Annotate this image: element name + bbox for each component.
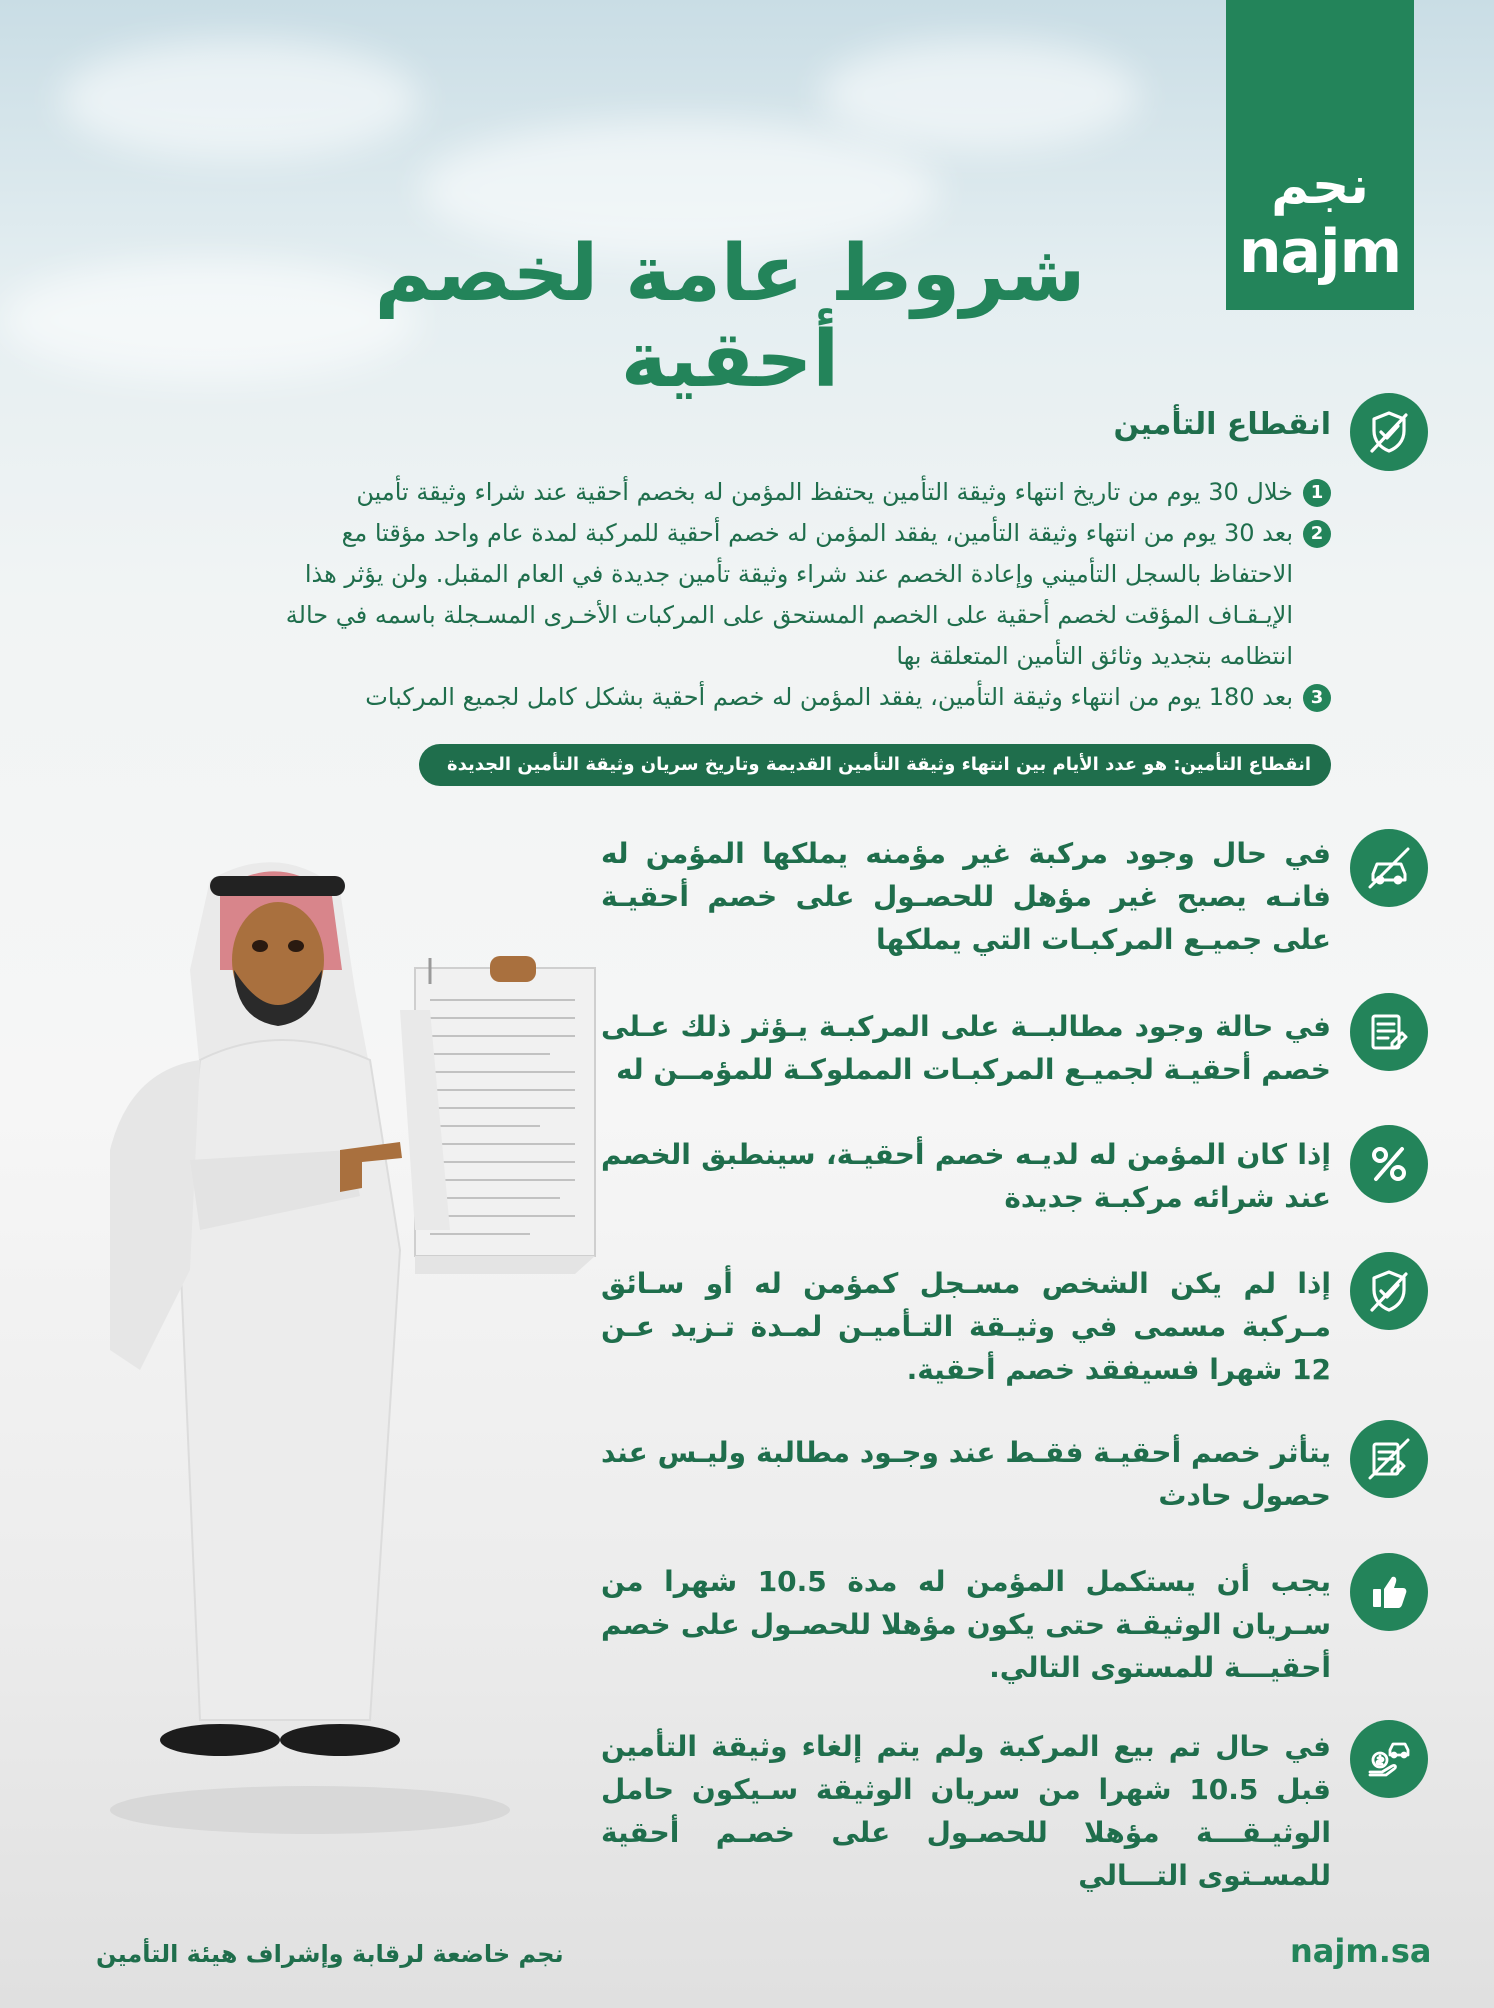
condition-text: يجب أن يستكمل المؤمن له مدة 10.5 شهرا من سـريان الوثيقـة حتى يكون مؤهلا للحصـول على خصم أحقيـــة للمستوى التالي. (601, 1565, 1331, 1684)
condition-text: يتأثر خصم أحقيـة فقـط عند وجـود مطالبة وليـس عند حصول حادث (601, 1436, 1331, 1512)
condition-text: في حال وجود مركبة غير مؤمنه يملكها المؤمن له فانـه يصبح غير مؤهل للحصـول على خصم أحقيـة على جميـع المركبـات التي يملكها (601, 837, 1331, 956)
condition-text: إذا كان المؤمن له لديـه خصم أحقيـة، سينطبق الخصم عند شرائه مركبـة جديدة (601, 1138, 1331, 1214)
list-item-text: بعد 180 يوم من انتهاء وثيقة التأمين، يفقد المؤمن له خصم أحقية بشكل كامل لجميع المركبات (365, 683, 1293, 711)
condition-text: في حالة وجود مطالبــة على المركبـة يـؤثر ذلك عـلى خصم أحقيـة لجميـع المركبـات المملوكـة للمؤمــن له (601, 1010, 1331, 1086)
supervision-note: نجم خاضعة لرقابة وإشراف هيئة التأمين (96, 1940, 564, 1968)
website-link[interactable]: najm.sa (1290, 1932, 1432, 1970)
no-shield-icon (1350, 393, 1428, 471)
najm-logo (1226, 0, 1414, 310)
number-badge: 1 (1303, 479, 1331, 507)
list-item (271, 677, 1331, 718)
no-car-icon (1350, 829, 1428, 907)
no-claim-icon (1350, 1420, 1428, 1498)
page-title: شروط عامة لخصم أحقية (374, 229, 1086, 405)
condition-text: في حال تم بيع المركبة ولم يتم إلغاء وثيقة التأمين قبل 10.5 شهرا من سريان الوثيقة سـيكون حامل الوثيـقـــة مؤهلا للحصـول على خصـم أحقية للمسـتوى التـــالي (601, 1730, 1331, 1892)
logo-latin: najm (1238, 217, 1402, 287)
list-item (271, 472, 1331, 513)
section-heading: انقطاع التأمين (1113, 407, 1331, 442)
interruption-list (271, 472, 1331, 718)
number-badge: 2 (1303, 520, 1331, 548)
number-badge: 3 (1303, 684, 1331, 712)
car-sale-icon (1350, 1720, 1428, 1798)
cloud (820, 40, 1140, 150)
cloud (60, 40, 420, 160)
claim-document-icon (1350, 993, 1428, 1071)
logo-arabic: نجم (1271, 156, 1369, 216)
no-shield-icon (1350, 1252, 1428, 1330)
list-item (271, 513, 1331, 677)
percent-icon (1350, 1125, 1428, 1203)
definition-note: انقطاع التأمين: هو عدد الأيام بين انتهاء وثيقة التأمين القديمة وتاريخ سريان وثيقة التأمين الجديدة (419, 744, 1331, 786)
condition-text: إذا لم يكن الشخص مسـجل كمؤمن له أو سـائق مـركبة مسمى في وثيـقة التـأميـن لمـدة تـزيد عـن 12 شهرا فسيفقد خصم أحقية. (601, 1267, 1331, 1386)
man-illustration (70, 850, 610, 1850)
list-item-text: خلال 30 يوم من تاريخ انتهاء وثيقة التأمين يحتفظ المؤمن له بخصم أحقية عند شراء وثيقة تأمين (356, 478, 1293, 506)
thumbs-up-icon (1350, 1553, 1428, 1631)
list-item-text: بعد 30 يوم من انتهاء وثيقة التأمين، يفقد المؤمن له خصم أحقية للمركبة لمدة عام واحد مؤقتا مع الاحتفاظ بالسجل التأميني وإعادة الخصم عند شراء وثيقة تأمين جديدة في العام المقبل. ولن يؤثر هذا الإيـقـاف المؤقت لخصم أحقية على الخصم المستحق على المركبات الأخـرى المسـجلة باسمه في حالة انتظامه بتجديد وثائق التأمين المتعلقة بها (285, 519, 1293, 670)
